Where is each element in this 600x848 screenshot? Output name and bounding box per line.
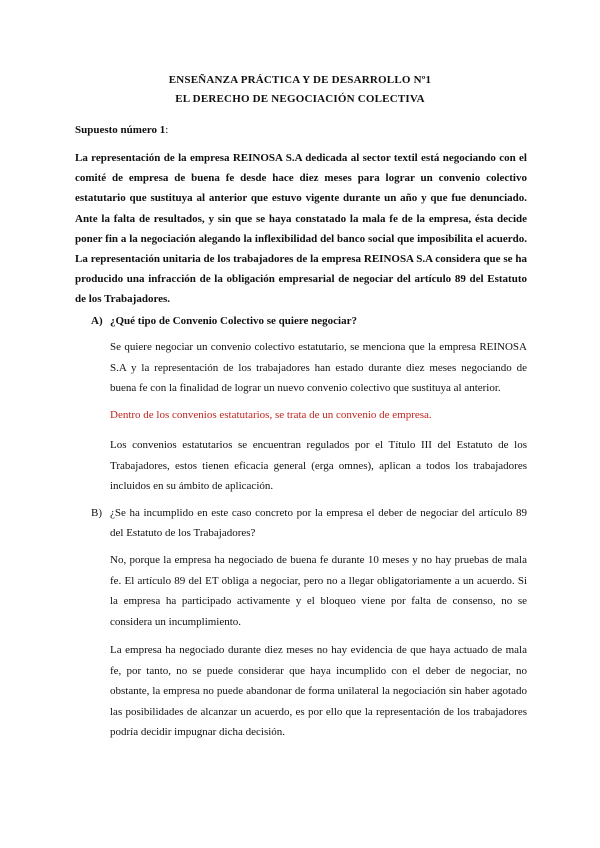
case-subheading: [75, 124, 168, 136]
question-a-text: ¿Qué tipo de Convenio Colectivo se quiere negociar?: [110, 315, 357, 327]
question-b-label: B): [91, 507, 102, 519]
answer-a-paragraph-1: Se quiere negociar un convenio colectivo estatutario, se menciona que la empresa REINOSA S.A y la representación de los trabajadores han estado durante diez meses negociando de buena fe con la finalidad de lograr un nuevo convenio colectivo que sustituya al anterior.: [110, 341, 527, 394]
answer-a-paragraph-3: Los convenios estatutarios se encuentran regulados por el Título III del Estatuto de los Trabajadores, estos tienen eficacia general (erga omnes), aplican a todos los trabajadores incluidos en su ámbito de aplicación.: [110, 439, 527, 492]
case-subheading-colon: :: [165, 124, 169, 136]
case-statement: La representación de la empresa REINOSA S.A dedicada al sector textil está negociando con el comité de empresa de buena fe desde hace diez meses para lograr un convenio colectivo estatutario que sustituya al anterior que estuvo vigente durante un año y que fue denunciado. Ante la falta de resultados, y sin que se haya constatado la mala fe de la empresa, ésta decide poner fin a la negociación alegando la inflexibilidad del banco social que imposibilita el acuerdo. La representación unitaria de los trabajadores de la empresa REINOSA S.A considera que se ha producido una infracción de la obligación empresarial de negociar del artículo 89 del Estatuto de los Trabajadores.: [75, 152, 527, 306]
question-a: [91, 311, 527, 331]
answer-a-paragraph-2-highlighted: Dentro de los convenios estatutarios, se trata de un convenio de empresa.: [110, 409, 432, 421]
question-b-text: ¿Se ha incumplido en este caso concreto por la empresa el deber de negociar del artículo 89 del Estatuto de los Trabajadores?: [110, 507, 527, 539]
case-subheading-text: Supuesto número 1: [75, 124, 166, 136]
answer-b-paragraph-2: La empresa ha negociado durante diez meses no hay evidencia de que haya actuado de mala fe, por tanto, no se puede considerar que haya incumplido con el deber de negociar, no obstante, la empresa no puede abandonar de forma unilateral la negociación sin haber agotado las posibilidades de alcanzar un acuerdo, es por ello que la representación de los trabajadores podría decidir impugnar dicha decisión.: [110, 644, 527, 738]
question-b: [91, 503, 527, 543]
document-title-line-1: ENSEÑANZA PRÁCTICA Y DE DESARROLLO Nº1: [168, 74, 432, 86]
answer-b-paragraph-1: No, porque la empresa ha negociado de buena fe durante 10 meses y no hay pruebas de mala fe. El artículo 89 del ET obliga a negociar, pero no a llegar obligatoriamente a un acuerdo. Si la empresa ha participado activamente y el bloqueo viene por falta de consenso, no se considera un incumplimiento.: [110, 554, 527, 628]
document-title-line-2: EL DERECHO DE NEGOCIACIÓN COLECTIVA: [175, 93, 425, 105]
question-a-label: A): [91, 315, 103, 327]
